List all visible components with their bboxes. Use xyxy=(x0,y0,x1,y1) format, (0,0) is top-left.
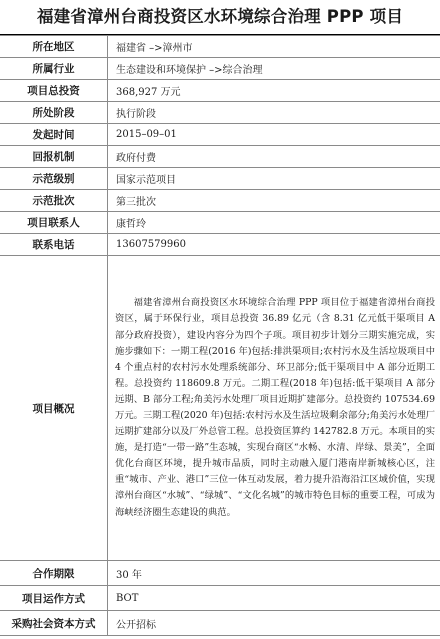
table-row xyxy=(0,36,440,58)
row-value: 国家示范项目 xyxy=(108,168,440,190)
row-value: 2015–09–01 xyxy=(108,124,440,146)
table-row xyxy=(0,561,440,586)
project-info-table xyxy=(0,35,440,636)
row-value: 生态建设和环境保护 –>综合治理 xyxy=(108,58,440,80)
row-value: BOT xyxy=(108,586,440,611)
table-row xyxy=(0,124,440,146)
row-value: 执行阶段 xyxy=(108,102,440,124)
row-label: 回报机制 xyxy=(0,146,108,168)
row-label: 示范级别 xyxy=(0,168,108,190)
row-label: 所处阶段 xyxy=(0,102,108,124)
row-value: 30 年 xyxy=(108,561,440,586)
row-label: 项目运作方式 xyxy=(0,586,108,611)
row-value: 福建省 –>漳州市 xyxy=(108,36,440,58)
row-label: 示范批次 xyxy=(0,190,108,212)
row-label: 所在地区 xyxy=(0,36,108,58)
row-label: 发起时间 xyxy=(0,124,108,146)
overview-row xyxy=(0,256,440,561)
row-label: 项目总投资 xyxy=(0,80,108,102)
overview-cell xyxy=(108,256,440,561)
row-value: 康哲玲 xyxy=(108,212,440,234)
table-row xyxy=(0,58,440,80)
table-row xyxy=(0,611,440,636)
row-value: 公开招标 xyxy=(108,611,440,636)
row-value: 368,927 万元 xyxy=(108,80,440,102)
row-value: 第三批次 xyxy=(108,190,440,212)
table-row xyxy=(0,102,440,124)
table-row xyxy=(0,234,440,256)
table-row xyxy=(0,146,440,168)
row-label: 项目联系人 xyxy=(0,212,108,234)
overview-text: 福建省漳州台商投资区水环境综合治理 PPP 项目位于福建省漳州台商投资区，属于环保行业，项目总投资 36.89 亿元（含 8.31 亿元低干渠项目 A 部分政府投资），建设内容分为四个子项。项目初步计划分三期实施完成，实施步骤如下：一期工程(2016 年)包括:排洪渠项目;农村污水及生活垃圾项目中 4 个重点村的农村污水处理系统部分、环卫部分;低干渠项目中 A 部分近期工程。总投资约 118609.8 万元。二期工程(2018 年)包括:低干渠项目 A 部分远期、B 部分工程;角美污水处理厂项目近期扩建部分。总投资约 107534.69 万元。三期工程(2020 年)包括:农村污水及生活垃圾剩余部分;角美污水处理厂远期扩建部分以及厂外总管工程。总投资匡算约 142782.8 万元。本项目的实施，是打造“一带一路”生态城，实现台商区“水畅、水清、岸绿、景美”，全面优化台商区环境，提升城市品质，同时主动融入厦门港南岸新城核心区，注重“城市、产业、港口”三位一体互动发展，着力提升沿海沿江区域价值，实现漳州台商区“水城”、“绿城”、“文化名城”的城市特色目标的重要工程，可成为海峡经济圈生态建设的典范。 xyxy=(115,297,435,518)
overview-label: 项目概况 xyxy=(0,256,108,561)
page-title: 福建省漳州台商投资区水环境综合治理 PPP 项目 xyxy=(0,0,440,35)
row-label: 采购社会资本方式 xyxy=(0,611,108,636)
row-label: 合作期限 xyxy=(0,561,108,586)
row-label: 联系电话 xyxy=(0,234,108,256)
table-row xyxy=(0,586,440,611)
table-row xyxy=(0,212,440,234)
table-row xyxy=(0,80,440,102)
row-value: 13607579960 xyxy=(108,234,440,256)
row-value: 政府付费 xyxy=(108,146,440,168)
table-row xyxy=(0,190,440,212)
table-row xyxy=(0,168,440,190)
row-label: 所属行业 xyxy=(0,58,108,80)
